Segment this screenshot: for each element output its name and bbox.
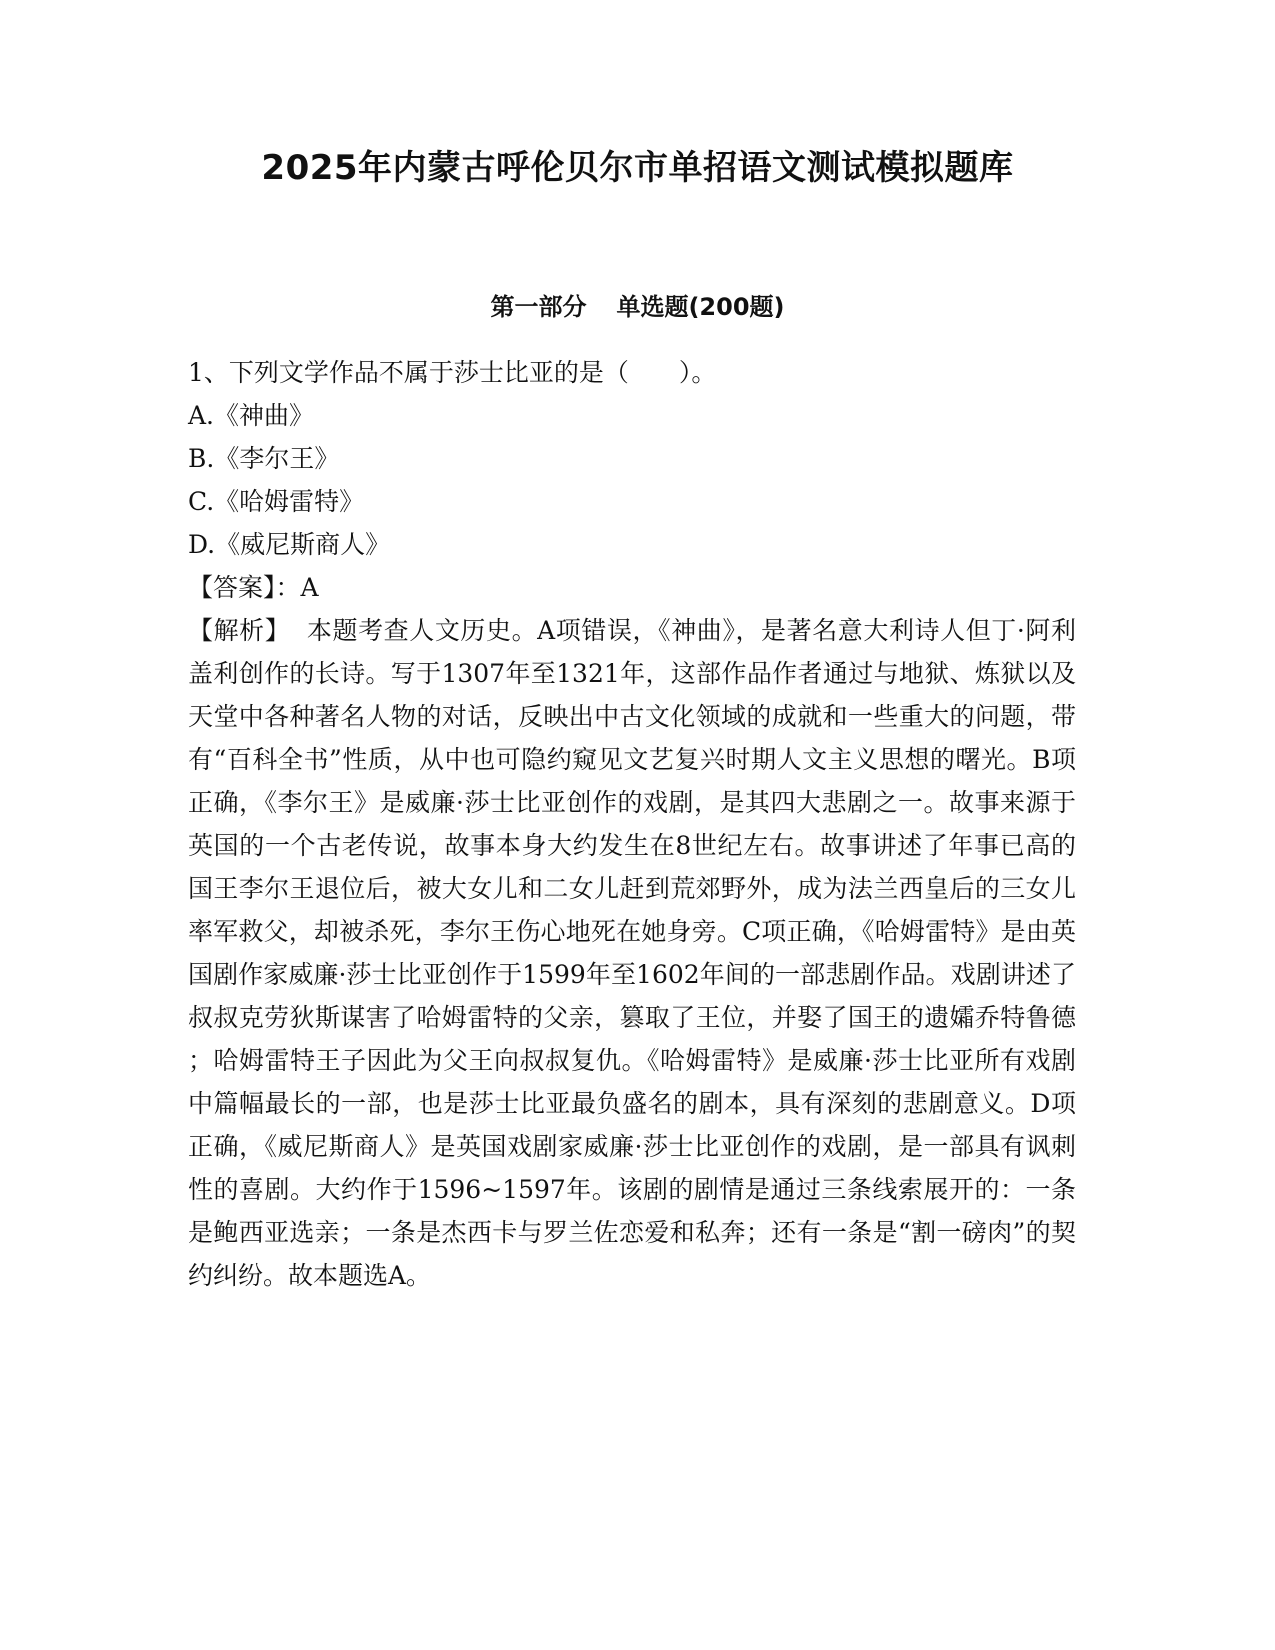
option-a: A.《神曲》 xyxy=(188,401,315,430)
explanation-text: 本题考查人文历史。A项错误，《神曲》，是著名意大利诗人但丁·阿利盖利创作的长诗。写于1307年至1321年，这部作品作者通过与地狱、炼狱以及天堂中各种著名人物的对话，反映出中古文化领域的成就和一些重大的问题，带有“百科全书”性质，从中也可隐约窥见文艺复兴时期人文主义思想的曙光。B项正确，《李尔王》是威廉·莎士比亚创作的戏剧，是其四大悲剧之一。故事来源于英国的一个古老传说，故事本身大约发生在8世纪左右。故事讲述了年事已高的国王李尔王退位后，被大女儿和二女儿赶到荒郊野外，成为法兰西皇后的三女儿率军救父，却被杀死，李尔王伤心地死在她身旁。C项正确，《哈姆雷特》是由英国剧作家威廉·莎士比亚创作于1599年至1602年间的一部悲剧作品。戏剧讲述了叔叔克劳狄斯谋害了哈姆雷特的父亲，篡取了王位，并娶了国王的遗孀乔特鲁德；哈姆雷特王子因此为父王向叔叔复仇。《哈姆雷特》是威廉·莎士比亚所有戏剧中篇幅最长的一部，也是莎士比亚最负盛名的剧本，具有深刻的悲剧意义。D项正确，《威尼斯商人》是英国戏剧家威廉·莎士比亚创作的戏剧，是一部具有讽刺性的喜剧。大约作于1596~1597年。该剧的剧情是通过三条线索展开的：一条是鲍西亚选亲；一条是杰西卡与罗兰佐恋爱和私奔；还有一条是“割一磅肉”的契约纠纷。故本题选A。 xyxy=(188,616,1076,1290)
option-c: C.《哈姆雷特》 xyxy=(188,487,365,516)
question-block xyxy=(188,351,1076,1297)
section-part: 第一部分 xyxy=(490,293,587,321)
document-title: 2025年内蒙古呼伦贝尔市单招语文测试模拟题库 xyxy=(261,148,1014,188)
explanation-label: 【解析】 xyxy=(188,616,291,645)
explanation-paragraph xyxy=(188,609,1076,1297)
answer-label: 【答案】： xyxy=(188,573,301,602)
section-name: 单选题(200题) xyxy=(616,293,785,321)
section-title xyxy=(0,291,1275,323)
answer-value: A xyxy=(300,573,319,602)
option-d: D.《威尼斯商人》 xyxy=(188,530,391,559)
option-b: B.《李尔王》 xyxy=(188,444,340,473)
question-stem: 1、下列文学作品不属于莎士比亚的是（ ）。 xyxy=(188,358,717,387)
answer-line xyxy=(188,566,1076,609)
